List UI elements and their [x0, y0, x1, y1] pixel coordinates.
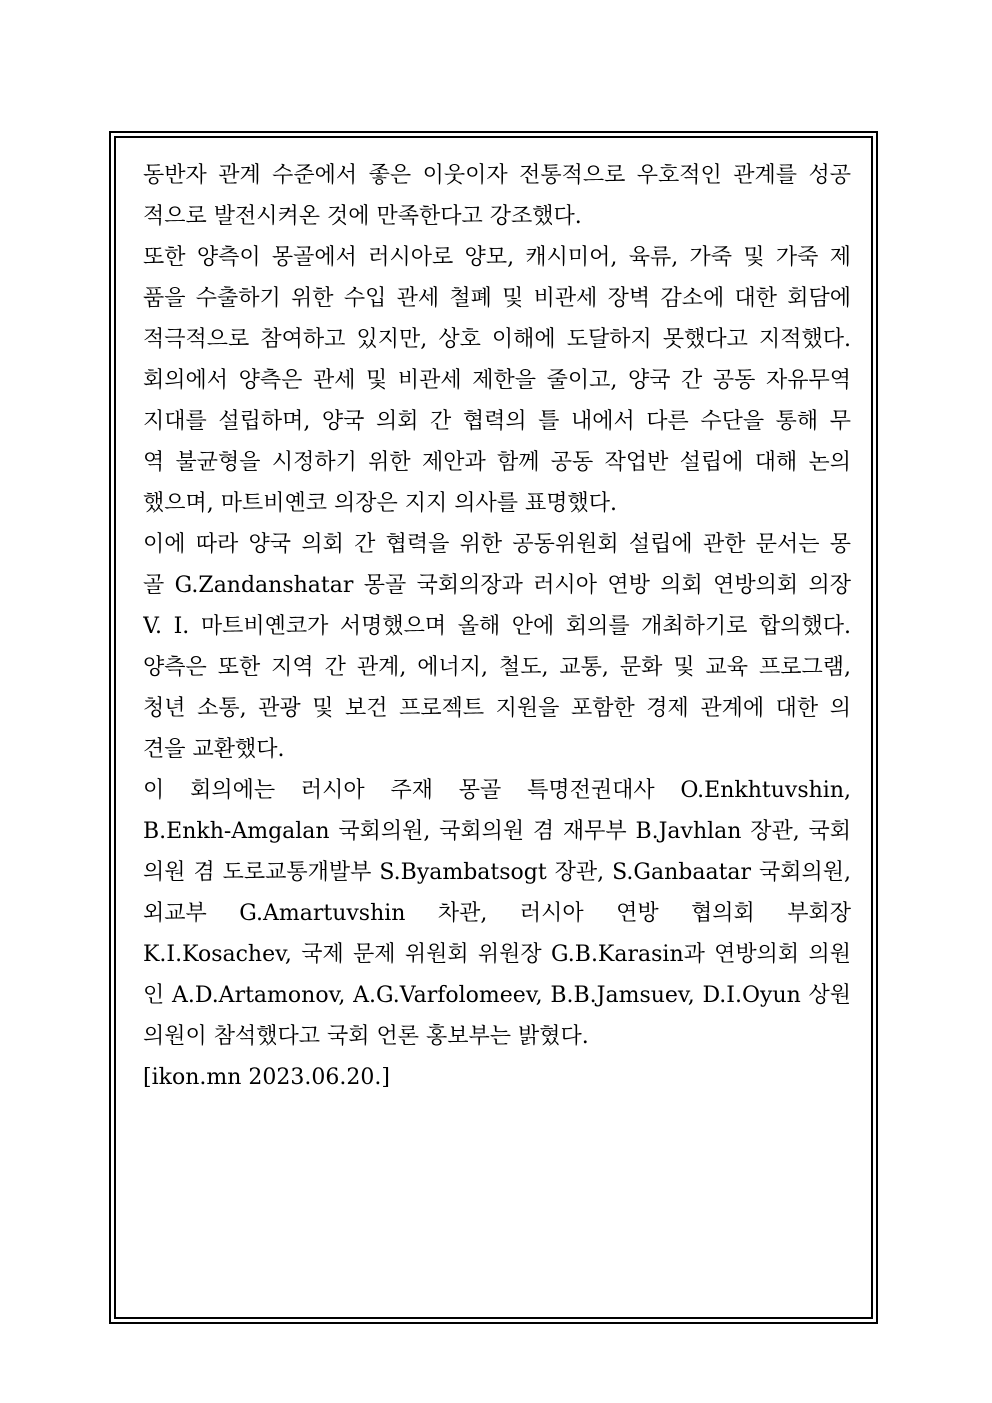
text-line: K.I.Kosachev, 국제 문제 위원회 위원장 G.B.Karasin과 연방의회 의원 — [143, 942, 851, 967]
text-line: 했으며, 마트비옌코 의장은 지지 의사를 표명했다. — [143, 491, 617, 516]
text-line: 청년 소통, 관광 및 보건 프로젝트 지원을 포함한 경제 관계에 대한 의 — [143, 696, 851, 721]
text-line: [ikon.mn 2023.06.20.] — [143, 1065, 390, 1090]
text-line: 동반자 관계 수준에서 좋은 이웃이자 전통적으로 우호적인 관계를 성공 — [143, 163, 851, 188]
text-line: 외교부 G.Amartuvshin 차관, 러시아 연방 협의회 부회장 — [143, 901, 851, 926]
text-line: 이 회의에는 러시아 주재 몽골 특명전권대사 O.Enkhtuvshin, — [143, 778, 851, 803]
text-line: 의원 겸 도로교통개발부 S.Byambatsogt 장관, S.Ganbaatar 국회의원, — [143, 860, 851, 885]
text-line: B.Enkh-Amgalan 국회의원, 국회의원 겸 재무부 B.Javhlan 장관, 국회 — [143, 819, 851, 844]
text-line: 골 G.Zandanshatar 몽골 국회의장과 러시아 연방 의회 연방의회 의장 — [143, 573, 851, 598]
text-line: 이에 따라 양국 의회 간 협력을 위한 공동위원회 설립에 관한 문서는 몽 — [143, 532, 851, 557]
text-line: 역 불균형을 시정하기 위한 제안과 함께 공동 작업반 설립에 대해 논의 — [143, 450, 851, 475]
article-body — [143, 155, 851, 1098]
text-line: 회의에서 양측은 관세 및 비관세 제한을 줄이고, 양국 간 공동 자유무역 — [143, 368, 851, 393]
text-line: 지대를 설립하며, 양국 의회 간 협력의 틀 내에서 다른 수단을 통해 무 — [143, 409, 851, 434]
text-line: 양측은 또한 지역 간 관계, 에너지, 철도, 교통, 문화 및 교육 프로그램, — [143, 655, 851, 680]
text-line: 인 A.D.Artamonov, A.G.Varfolomeev, B.B.Jamsuev, D.I.Oyun 상원 — [143, 983, 851, 1008]
text-line: V. I. 마트비옌코가 서명했으며 올해 안에 회의를 개최하기로 합의했다. — [143, 614, 851, 639]
text-line: 또한 양측이 몽골에서 러시아로 양모, 캐시미어, 육류, 가죽 및 가죽 제 — [143, 245, 851, 270]
text-line: 적극적으로 참여하고 있지만, 상호 이해에 도달하지 못했다고 지적했다. — [143, 327, 851, 352]
text-line: 의원이 참석했다고 국회 언론 홍보부는 밝혔다. — [143, 1024, 589, 1049]
text-line: 적으로 발전시켜온 것에 만족한다고 강조했다. — [143, 204, 582, 229]
text-line: 견을 교환했다. — [143, 737, 285, 762]
text-line: 품을 수출하기 위한 수입 관세 철폐 및 비관세 장벽 감소에 대한 회담에 — [143, 286, 851, 311]
